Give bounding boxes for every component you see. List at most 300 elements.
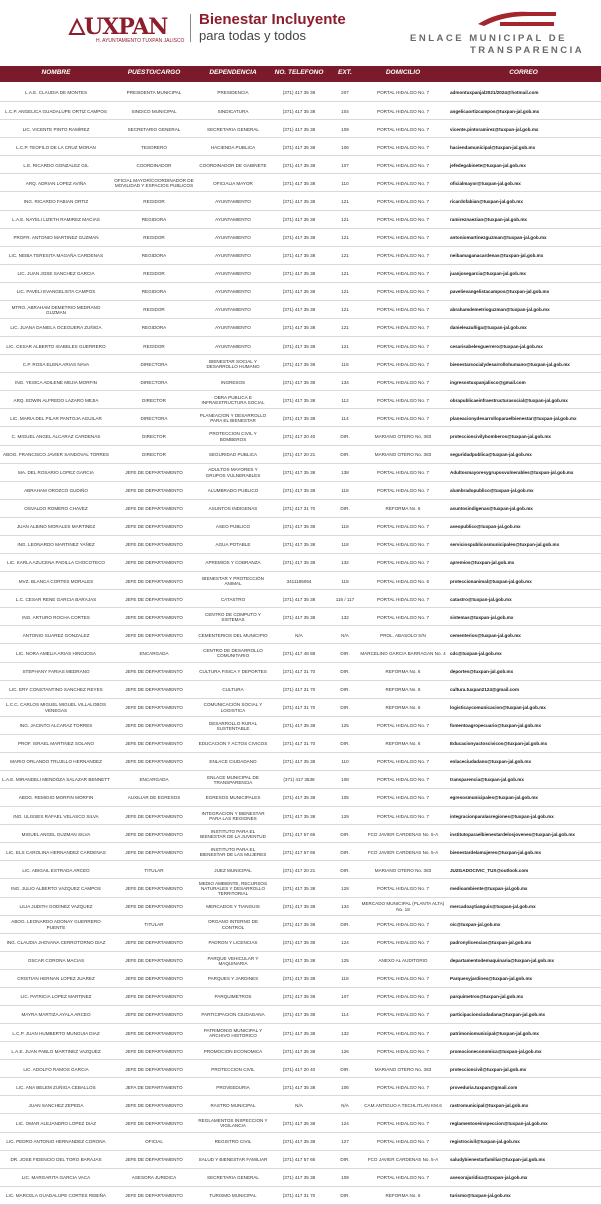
cell-correo[interactable]: deportes@tuxpan-jal.gob.mx <box>450 668 514 674</box>
cell-nombre: LIC. MARCELA GUADALUPE CORTES REBIÑA <box>6 1193 106 1199</box>
cell-ext: 125 <box>341 723 349 729</box>
cell-ext: 118 <box>341 542 349 548</box>
table-row <box>0 120 601 138</box>
cell-nombre: LIC. PEDRO ANTONIO HERNANDEZ CORONA <box>6 1138 106 1144</box>
cell-puesto: OFICIAL MAYOR/COORDINADOR DE MOVILIDAD Y ESPACIOS PUBLICOS <box>114 178 194 189</box>
cell-ext: 109 <box>341 1175 349 1181</box>
cell-domicilio: PORTAL HIDALGO No. 7 <box>377 198 429 204</box>
table-row <box>0 879 601 897</box>
cell-correo[interactable]: egresosmunicipales@tuxpan-jal.gob.mx <box>450 795 538 801</box>
cell-correo[interactable]: cementerios@tuxpan-jal.gob.mx <box>450 632 521 638</box>
cell-domicilio: PORTAL HIDALGO No. 7 <box>377 126 429 132</box>
table-row <box>0 301 601 319</box>
cell-domicilio: PORTAL HIDALGO No. 7 <box>377 723 429 729</box>
cell-domicilio: PORTAL HIDALGO No. 7 <box>377 1030 429 1036</box>
cell-nombre: ABOG. LEONARDO ADONAY GUERRERO PUENTE <box>11 919 101 930</box>
table-row <box>0 1114 601 1132</box>
cell-nombre: ING. JULIO ALBERTO VAZQUEZ CAMPOS <box>11 885 101 891</box>
cell-ext: 118 <box>341 578 349 584</box>
cell-nombre: ING. ARTURO ROCHA CORTES <box>22 614 90 620</box>
cell-telefono: (371) 417 20 40 <box>282 433 316 439</box>
cell-nombre: MIGUEL ANGEL GUZMAN SILVA <box>21 831 91 837</box>
cell-domicilio: PORTAL HIDALGO No. 7 <box>377 1048 429 1054</box>
cell-nombre: ING. JACINTO ALCARAZ TORRES <box>19 723 93 729</box>
cell-ext: 124 <box>341 940 349 946</box>
cell-domicilio: PORTAL HIDALGO No. 7 <box>377 180 429 186</box>
table-row <box>0 337 601 355</box>
cell-puesto: JEFE DE DEPARTAMENTO <box>125 976 183 982</box>
directory-table <box>0 84 601 1199</box>
cell-puesto: JEFE DE DEPARTAMENTO <box>125 1030 183 1036</box>
table-row <box>0 156 601 174</box>
cell-dependencia: AYUNTAMIENTO <box>215 253 251 259</box>
cell-puesto: AUXILIAR DE EGRESOS <box>127 795 181 801</box>
table-row <box>0 355 601 373</box>
column-header-ext: EXT. <box>338 69 352 76</box>
cell-dependencia: ADULTOS MAYORES Y GRUPOS VULNERABLES <box>205 467 261 478</box>
cell-domicilio: PORTAL HIDALGO No. 7 <box>377 940 429 946</box>
table-row <box>0 247 601 265</box>
enlace-subtitle: TRANSPARENCIA <box>470 45 585 56</box>
cell-domicilio: CAM.ANTIGUO A TECHLITLAN KM.6 <box>364 1102 442 1108</box>
logo-text: UXPAN <box>84 14 168 40</box>
cell-correo[interactable]: jefedegabinete@tuxpan-jal.gob.mx <box>450 162 526 168</box>
cell-telefono: (371) 417 35 38 <box>282 1012 316 1018</box>
table-row <box>0 518 601 536</box>
cell-correo[interactable]: haciendamunicipal@tuxpan-jal.gob.mx <box>450 144 536 150</box>
cell-telefono: (371) 417 35 38 <box>282 180 316 186</box>
cell-domicilio: PORTAL HIDALGO No. 7 <box>377 976 429 982</box>
cell-dependencia: TURISMO MUNICIPAL <box>209 1193 257 1199</box>
table-row <box>0 409 601 427</box>
cell-ext: 127 <box>341 1138 349 1144</box>
cell-puesto: DIRECTORA <box>140 361 168 367</box>
cell-ext: DIR. <box>340 1066 350 1072</box>
cell-nombre: LIC. KARLA AZUCENA PADILLA CHOCOTECO <box>7 560 105 566</box>
cell-correo[interactable]: fomentoagropecuario@tuxpan-jal.gob.mx <box>450 723 542 729</box>
cell-domicilio: REFORMA No. 6 <box>385 741 421 747</box>
cell-correo[interactable]: apremios@tuxpan-jal.gob.mx <box>450 560 515 566</box>
cell-correo[interactable]: aseopublico@tuxpan-jal.gob.mx <box>450 524 521 530</box>
cell-correo[interactable]: reglamentoseinspeccion@tuxpan-jal.gob.mx <box>450 1120 548 1126</box>
cell-dependencia: BIENESTAR Y PROTECCIÓN ANIMAL <box>202 575 264 587</box>
cell-telefono: (371) 417 35 38 <box>282 470 316 476</box>
cell-correo[interactable]: ramireznaezian@tuxpan-jal.gob.mx <box>450 216 527 222</box>
cell-correo[interactable]: danieleazuñiga@tuxpan-jal.gob.mx <box>450 325 527 331</box>
cell-correo[interactable]: integracionparalasregiones@tuxpan-jal.gob.mx <box>450 813 554 819</box>
cell-puesto: COORDINADOR <box>136 162 172 168</box>
cell-domicilio: PORTAL HIDALGO No. 7 <box>377 90 429 96</box>
cell-puesto: ENCARGADA <box>139 650 169 656</box>
cell-domicilio: PORTAL HIDALGO No. 7 <box>377 289 429 295</box>
cell-dependencia: ENLACE MUNICIPAL DE TRANSPARENCIA <box>207 774 259 785</box>
cell-dependencia: PROTECCION CIVIL <box>211 1066 255 1072</box>
cell-correo[interactable]: proveduria.tuxpan@gmail.com <box>450 1084 518 1090</box>
table-row <box>0 1078 601 1096</box>
cell-telefono: (371) 417 20 21 <box>282 867 316 873</box>
cell-nombre: LIC. JUAN JOSE SANCHEZ GARCIA <box>17 271 95 277</box>
cell-nombre: OSVALDO ROMERO CHAVEZ <box>24 506 88 512</box>
cell-puesto: TESORERO <box>141 144 167 150</box>
cell-puesto: JEFE DE DEPARTAMENTO <box>125 470 183 476</box>
cell-dependencia: SECRETARIA GENERAL <box>207 1175 259 1181</box>
cell-correo[interactable]: institutoparaelbienestardelosjovenes@tuxpan-jal.gob.mx <box>450 831 575 837</box>
column-header-telefono: NO. TELEFONO <box>274 69 324 76</box>
cell-ext: 121 <box>341 343 349 349</box>
cell-dependencia: PADRON Y LICENCIAS <box>208 940 258 946</box>
cell-ext: 121 <box>341 216 349 222</box>
cell-nombre: PROF. ISRAEL MARTINEZ SOLANO <box>17 741 95 747</box>
cell-telefono: (371) 417 35 38 <box>282 307 316 313</box>
cell-telefono: (371) 417 35 38 <box>282 560 316 566</box>
cell-correo[interactable]: participacionciudadana@tuxpan-jal.gob.mx <box>450 1012 546 1018</box>
cell-telefono: (371) 417 35 38 <box>282 162 316 168</box>
cell-correo[interactable]: proteccioncivil@tuxpan-jal.gob.mx <box>450 1066 527 1072</box>
cell-correo[interactable]: saludybienestarfamiliar@tuxpan-jal.gob.mx <box>450 1157 546 1163</box>
cell-correo[interactable]: abrahamdemetrioguzman@tuxpan-jal.gob.mx <box>450 307 550 313</box>
cell-telefono: (371) 417 35 38 <box>282 885 316 891</box>
cell-domicilio: PORTAL HIDALGO No. 7 <box>377 777 429 783</box>
cell-correo[interactable]: bienestardelamujeres@tuxpan-jal.gob.mx <box>450 849 542 855</box>
cell-dependencia: INSTITUTO PARA EL BIENESTAR DE LA JUVENTUD <box>200 829 266 840</box>
cell-nombre: L.C.P. ANGELICA GUADALUPE ORTIZ CAMPOS <box>5 108 107 114</box>
cell-ext: 109 <box>341 126 349 132</box>
table-row <box>0 753 601 771</box>
column-header-correo: CORREO <box>509 69 538 76</box>
cell-telefono: (371) 417 35 38 <box>282 903 316 909</box>
cell-ext: DIR. <box>340 922 350 928</box>
cell-puesto: JEFE DE DEPARTAMENTO <box>125 488 183 494</box>
cell-correo[interactable]: Parquesyjardines@tuxpan-jal.gob.mx <box>450 976 533 982</box>
cell-domicilio: PORTAL HIDALGO No. 7 <box>377 922 429 928</box>
cell-nombre: L.A.E. CLAUDIA DE MONTES <box>24 90 88 96</box>
cell-puesto: JEFE DE DEPARTAMENTO <box>125 560 183 566</box>
cell-correo[interactable]: Adultosmayoresygruposvulnerables@tuxpan-jal.gob.mx <box>450 470 574 476</box>
cell-nombre: L.C.P. JUAN HUMBERTO MUNGUIA DIAZ <box>12 1030 100 1036</box>
cell-puesto: REGIDORA <box>141 216 167 222</box>
cell-domicilio: PORTAL HIDALGO No. 7 <box>377 524 429 530</box>
cell-dependencia: CULTURA <box>222 687 244 693</box>
cell-puesto: ASESORA JURIDICA <box>131 1175 177 1181</box>
cell-puesto: JEFE DE DEPARTAMENTO <box>125 958 183 964</box>
table-row <box>0 174 601 192</box>
cell-correo[interactable]: proteccionanimal@tuxpan-jal.gob.mx <box>450 578 532 584</box>
cell-correo[interactable]: transparencia@tuxpan-jal.gob.mx <box>450 777 524 783</box>
cell-dependencia: PARQUE VEHICULAR Y MAQUINARIA <box>207 955 259 966</box>
cell-domicilio: PORTAL HIDALGO No. 7 <box>377 307 429 313</box>
cell-puesto: JEFE DE DEPARTAMENTO <box>125 596 183 602</box>
table-row <box>0 464 601 482</box>
table-row <box>0 1096 601 1114</box>
cell-domicilio: PORTAL HIDALGO No. 7 <box>377 813 429 819</box>
cell-puesto: DIRECTOR <box>142 397 166 403</box>
cell-correo[interactable]: sistemas@tuxpan-jal.gob.mx <box>450 614 514 620</box>
cell-ext: 126 <box>341 1048 349 1054</box>
cell-ext: 128 <box>341 885 349 891</box>
cell-dependencia: RASTRO MUNICIPAL <box>210 1102 256 1108</box>
cell-telefono: (371) 417 35 38 <box>282 126 316 132</box>
cell-domicilio: MARIANO OTERO No. 383 <box>374 452 432 457</box>
cell-correo[interactable]: bienestarsocialydesarrollohumano@tuxpan-jal.gob.mx <box>450 361 570 367</box>
cell-puesto: JEFE DE DEPARTAMENTO <box>125 632 183 638</box>
cell-correo[interactable]: proteccioncivilybomberos@tuxpan-jal.gob.mx <box>450 433 551 439</box>
cell-puesto: JEFE DE DEPARTAMENTO <box>125 1157 183 1163</box>
cell-ext: 207 <box>341 90 349 96</box>
cell-ext: DIR. <box>340 1193 350 1199</box>
page-header <box>0 0 601 62</box>
cell-correo[interactable]: JUZGADOCIVIC_TUX@outlook.com <box>450 867 529 873</box>
cell-correo[interactable]: registrocivil@tuxpan-jal.gob.mx <box>450 1138 520 1144</box>
cell-domicilio: PORTAL HIDALGO No. 7 <box>377 1175 429 1181</box>
cell-nombre: LIC. OMAR ALEJANDRO LOPEZ DIAZ <box>15 1120 97 1126</box>
cell-nombre: MVZ. BLANCA CORTES MORALES <box>18 578 94 584</box>
enlace-title: ENLACE MUNICIPAL DE <box>410 33 567 44</box>
cell-correo[interactable]: pavelievangelistacampos@tuxpan-jal.gob.mx <box>450 289 550 295</box>
cell-nombre: MTRO. ABRAHAM DEMETRIO MEDRANO GUZMAN <box>11 304 101 315</box>
cell-ext: DIR. <box>340 506 350 512</box>
cell-correo[interactable]: patrimoniomunicipal@tuxpan-jal.gob.mx <box>450 1030 539 1036</box>
cell-nombre: LIC. VICENTE PINTO RAMÍREZ <box>22 126 90 132</box>
cell-correo[interactable]: serviciospublicosmunicipales@tuxpan-jal.gob.mx <box>450 542 560 548</box>
cell-dependencia: REGISTRO CIVIL <box>214 1138 252 1144</box>
table-row <box>0 1169 601 1187</box>
cell-puesto: JEFE DE DEPARTAMENTO <box>125 524 183 530</box>
cell-ext: 114 <box>341 1012 349 1018</box>
table-header <box>0 66 601 82</box>
cell-puesto: REGIDOR <box>143 307 165 313</box>
cell-domicilio: PORTAL HIDALGO No. 7 <box>377 614 429 620</box>
cell-domicilio: PORTAL HIDALGO No. 7 <box>377 1012 429 1018</box>
cell-dependencia: PARQUES Y JARDINES <box>207 976 259 982</box>
table-row <box>0 391 601 409</box>
cell-telefono: (371) 417 57 66 <box>282 1157 316 1163</box>
cell-correo[interactable]: asuntosindigenas@tuxpan-jal.gob.mx <box>450 506 533 512</box>
cell-correo[interactable]: mercadoaytianguis@tuxpan-jal.gob.mx <box>450 903 536 909</box>
cell-correo[interactable]: catastro@tuxpan-jal.gob.mx <box>450 596 512 602</box>
cell-ext: DIR. <box>340 650 350 656</box>
cell-nombre: ARQ. EDWIN ALFREDO LAZARO MEJIA <box>13 397 99 403</box>
cell-telefono: (371) 417 35 38 <box>282 958 316 964</box>
cell-dependencia: AYUNTAMIENTO <box>215 343 251 349</box>
table-row <box>0 1042 601 1060</box>
cell-nombre: JUAN SANCHEZ ZEPEDA <box>28 1102 84 1108</box>
cell-nombre: ABOG. REMIGIO MORFIN MORFIN <box>18 795 94 801</box>
cell-ext: 121 <box>341 307 349 313</box>
cell-puesto: JEFE DE DEPARTAMENTO <box>125 614 183 620</box>
cell-puesto: JEFE DE DEPARTAMENTO <box>125 542 183 548</box>
cell-ext: 121 <box>341 253 349 259</box>
cell-telefono: (371) 417 57 66 <box>282 831 316 837</box>
cell-telefono: (371) 417 35 38 <box>282 795 316 801</box>
cell-correo[interactable]: cesarisabelesguerrero@tuxpan-jal.gob.mx <box>450 343 543 349</box>
cell-correo[interactable]: neibamaganacardenas@tuxpan-jal.gob.mx <box>450 253 544 259</box>
cell-correo[interactable]: asesorajuridica@tuxpan-jal.gob.mx <box>450 1175 528 1181</box>
cell-dependencia: PARTICIPACION CIUDADANA <box>201 1012 265 1018</box>
cell-puesto: JEFE DE DEPARTAMENTO <box>125 940 183 946</box>
cell-domicilio: MARIANO OTERO No. 383 <box>374 867 432 873</box>
cell-dependencia: PATRIMONIO MUNICIPAL Y ARCHIVO HISTORICO <box>203 1027 263 1039</box>
table-row <box>0 843 601 861</box>
cell-dependencia: COMUNICACIÓN SOCIAL Y LOGISTICA <box>203 702 263 713</box>
table-row <box>0 446 601 464</box>
cell-correo[interactable]: cdc@tuxpan-jal.gob.mx <box>450 650 502 656</box>
cell-domicilio: PORTAL HIDALGO No. 7 <box>377 162 429 168</box>
cell-correo[interactable]: juanjosegarcia@tuxpan-jal.gob.mx <box>450 271 526 277</box>
cell-puesto: JEFE DE DEPARTAMENTO <box>125 1193 183 1199</box>
cell-telefono: (371) 417 48 88 <box>282 650 316 656</box>
cell-nombre: ING. ULISSES RAFAEL VELASCO SILVA <box>13 813 99 819</box>
table-row <box>0 500 601 518</box>
cell-telefono: (371) 417 35 38 <box>282 1120 316 1126</box>
cell-dependencia: APREMIOS Y COBRANZA <box>205 560 261 566</box>
cell-puesto: JEFE DE DEPARTAMENTO <box>125 1120 183 1126</box>
cell-puesto: DIRECTORA <box>140 379 168 385</box>
table-row <box>0 608 601 626</box>
cell-telefono: (371) 417 35 38 <box>282 271 316 277</box>
cell-nombre: LIC. NORA AMELIA ARIAS HINOJOSA <box>16 650 96 656</box>
cell-correo[interactable]: Educacionyactoscivicos@tuxpan-jal.gob.mx <box>450 741 548 747</box>
cell-ext: 107 <box>341 994 349 1000</box>
cell-domicilio: PORTAL HIDALGO No. 7 <box>377 325 429 331</box>
cell-ext: 118 <box>341 488 349 494</box>
cell-ext: DIR. <box>340 705 350 711</box>
cell-correo[interactable]: medioambiente@tuxpan-jal.gob.mx <box>450 885 528 891</box>
cell-nombre: C.P. ROSA ELENA ARIAS NAVA <box>22 361 90 367</box>
cell-correo[interactable]: antoniomartinezguzman@tuxpan-jal.gob.mx <box>450 235 547 241</box>
cell-correo[interactable]: alumbradopublico@tuxpan-jal.gob.mx <box>450 488 534 494</box>
table-row <box>0 283 601 301</box>
cell-domicilio: PORTAL HIDALGO No. 7 <box>377 415 429 421</box>
cell-correo[interactable]: enlaceciudadano@tuxpan-jal.gob.mx <box>450 759 532 765</box>
cell-correo[interactable]: parquimetros@tuxpan-jal.gob.mx <box>450 994 524 1000</box>
table-row <box>0 1006 601 1024</box>
cell-telefono: (371) 417 20 40 <box>282 1066 316 1072</box>
cell-dependencia: BIENESTAR SOCIAL Y DESARROLLO HUMANO <box>206 359 260 370</box>
cell-correo[interactable]: obrapublicaeinfraestructurasocial@tuxpan-jal.gob.mx <box>450 397 568 403</box>
cell-correo[interactable]: angelicaortizcampos@tuxpan-jal.gob.mx <box>450 108 540 114</box>
cell-correo[interactable]: oic@tuxpan-jal.gob.mx <box>450 922 501 928</box>
cell-puesto: JEFE DE DEPARTAMENTO <box>125 813 183 819</box>
cell-dependencia: PROTECCION CIVIL Y BOMBEROS <box>209 431 257 442</box>
cell-dependencia: MERCADOS Y TIANGUIS <box>206 903 260 909</box>
cell-telefono: (371) 417 35 38 <box>282 596 316 602</box>
cell-domicilio: PORTAL HIDALGO No. 7 <box>377 1120 429 1126</box>
cell-nombre: ANTONIO SUAREZ GONZALEZ <box>22 632 90 638</box>
cell-correo[interactable]: promocioneconomica@tuxpan-jal.gob.mx <box>450 1048 542 1054</box>
cell-correo[interactable]: rastromunicipal@tuxpan-jal.gob.mx <box>450 1102 529 1108</box>
cell-correo[interactable]: padronylicencias@tuxpan-jal.gob.mx <box>450 940 532 946</box>
cell-ext: DIR. <box>340 452 350 457</box>
cell-nombre: L.C. CESAR RENE GARCIA BARAJAS <box>15 596 97 602</box>
cell-puesto: SINDICO MUNICIPAL <box>131 108 177 114</box>
cell-domicilio: PORTAL HIDALGO No. 7 <box>377 361 429 367</box>
cell-nombre: L.A.E. JUAN PABLO MARTINEZ VAZQUEZ <box>11 1048 101 1054</box>
cell-correo[interactable]: planeacionydesarrolloparaelbienestar@tuxpan-jal.gob.mx <box>450 415 577 421</box>
cell-telefono: (371) 417 35 38 <box>282 1030 316 1036</box>
cell-dependencia: MEDIO AMBIENTE, RECURSOS NATURALES Y DESARROLLO TERRITORIAL <box>198 880 268 897</box>
cell-correo[interactable]: logisticaycomunicacion@tuxpan-jal.gob.mx <box>450 705 546 711</box>
cell-telefono: (371) 417 35 38 <box>282 235 316 241</box>
cell-ext: 118 <box>341 524 349 530</box>
table-row <box>0 988 601 1006</box>
cell-correo[interactable]: ingresostuxpanjalisco@gmail.com <box>450 379 526 385</box>
cell-correo[interactable]: admontuxpanjal2021/2024@hotmail.com <box>450 90 539 96</box>
cell-nombre: LIC. ELS CAROLINA HERNANDEZ CARDENAS <box>6 849 106 855</box>
cell-correo[interactable]: ricardofabian@tuxpan-jal.gob.mx <box>450 198 523 204</box>
table-row <box>0 735 601 753</box>
column-header-nombre: NOMBRE <box>41 69 71 76</box>
cell-dependencia: EGRESOS MUNICIPALES <box>205 795 261 801</box>
cell-dependencia: AGUA POTABLE <box>215 542 251 548</box>
cell-nombre: ING. LEONARDO MARTINEZ YAÑEZ <box>17 542 95 548</box>
table-row <box>0 934 601 952</box>
cell-correo[interactable]: seguridadpublica@tuxpan-jal.gob.mx <box>450 452 532 457</box>
cell-ext: 104 <box>341 108 349 114</box>
cell-telefono: (371) 417 35 38 <box>282 1138 316 1144</box>
cell-dependencia: AYUNTAMIENTO <box>215 289 251 295</box>
cell-puesto: JEFE DE DEPARTAMENTO <box>125 1012 183 1018</box>
cell-dependencia: ALUMBRADO PUBLICO <box>207 488 259 494</box>
cell-puesto: JEFE DE DEPARTAMENTO <box>125 885 183 891</box>
cell-telefono: (371) 417 35 38 <box>282 415 316 421</box>
cell-telefono: (371) 417 57 66 <box>282 849 316 855</box>
cell-nombre: L.C.P. TEOFILO DE LA CRUZ MORAN <box>16 144 96 150</box>
cell-telefono: (371) 417 35 38 <box>282 361 316 367</box>
column-header-dependencia: DEPENDENCIA <box>209 69 257 76</box>
cell-correo[interactable]: turismo@tuxpan-jal.gob.mx <box>450 1193 511 1199</box>
cell-correo[interactable]: departamentodemaquinaria@tuxpan-jal.gob.mx <box>450 958 555 964</box>
cell-telefono: (371) 417 31 70 <box>282 687 316 693</box>
cell-nombre: LIC. MARGARITA GARCIA VACA <box>21 1175 91 1181</box>
cell-puesto: REGIDOR <box>143 271 165 277</box>
cell-ext: 116 <box>341 361 349 367</box>
cell-telefono: (371) 417 20 21 <box>282 452 316 457</box>
cell-puesto: REGIDOR <box>143 198 165 204</box>
cell-dependencia: EDUCACION Y ACTOS CIVICOS <box>198 741 268 747</box>
cell-puesto: REGIDORA <box>141 253 167 259</box>
cell-telefono: (371) 417 35 38 <box>282 813 316 819</box>
cell-dependencia: ASEO PUBLICO <box>215 524 251 530</box>
cell-nombre: ABOG. FRANCISCO JAVIER SANDOVAL TORRES <box>3 452 109 457</box>
cell-domicilio: REFORMA No. 6 <box>385 668 421 674</box>
cell-puesto: JEFE DE DEPARTAMENTO <box>125 831 183 837</box>
cell-correo[interactable]: cultura.tuxpan2124@gmail.com <box>450 687 520 693</box>
cell-telefono: (371) 417 35 38 <box>282 488 316 494</box>
cell-puesto: REGIDOR <box>143 235 165 241</box>
cell-correo[interactable]: vicente.pintoramirez@tuxpan-jal.gob.mx <box>450 126 539 132</box>
slogan-title: Bienestar Incluyente <box>199 11 346 28</box>
cell-telefono: (371) 417 31 70 <box>282 741 316 747</box>
cell-correo[interactable]: oficialmayor@tuxpan-jal.gob.mx <box>450 180 521 186</box>
cell-dependencia: REGLAMENTOS INSPECCION Y VIGILANCIA <box>198 1118 268 1129</box>
cell-domicilio: PROL. ABASOLO S/N <box>380 632 426 638</box>
cell-ext: DIR. <box>340 687 350 693</box>
cell-domicilio: FCO JAVIER CARDENAS No. 5-A <box>367 1157 439 1163</box>
cell-ext: 112 <box>341 397 349 403</box>
cell-dependencia: DESARROLLO RURAL SUSTENTABLE <box>208 720 258 731</box>
slogan-subtitle: para todas y todos <box>199 28 306 43</box>
table-row <box>0 572 601 590</box>
cell-dependencia: CEMENTERIOS DEL MUNICIPIO <box>198 632 268 638</box>
cell-nombre: LIC. ANA BELEM ZUÑIGA CEBALLOS <box>16 1084 96 1090</box>
table-row <box>0 1187 601 1205</box>
cell-ext: N/A <box>341 632 349 638</box>
cell-nombre: C. MIGUEL ANGEL ALCARAZ CARDENAS <box>11 433 101 439</box>
cell-telefono: (371) 417 35 38 <box>282 922 316 928</box>
cell-dependencia: SEGURIDAD PUBLICA <box>208 452 258 457</box>
table-row <box>0 952 601 970</box>
cell-domicilio: MARIANO OTERO No. 383 <box>374 433 432 439</box>
